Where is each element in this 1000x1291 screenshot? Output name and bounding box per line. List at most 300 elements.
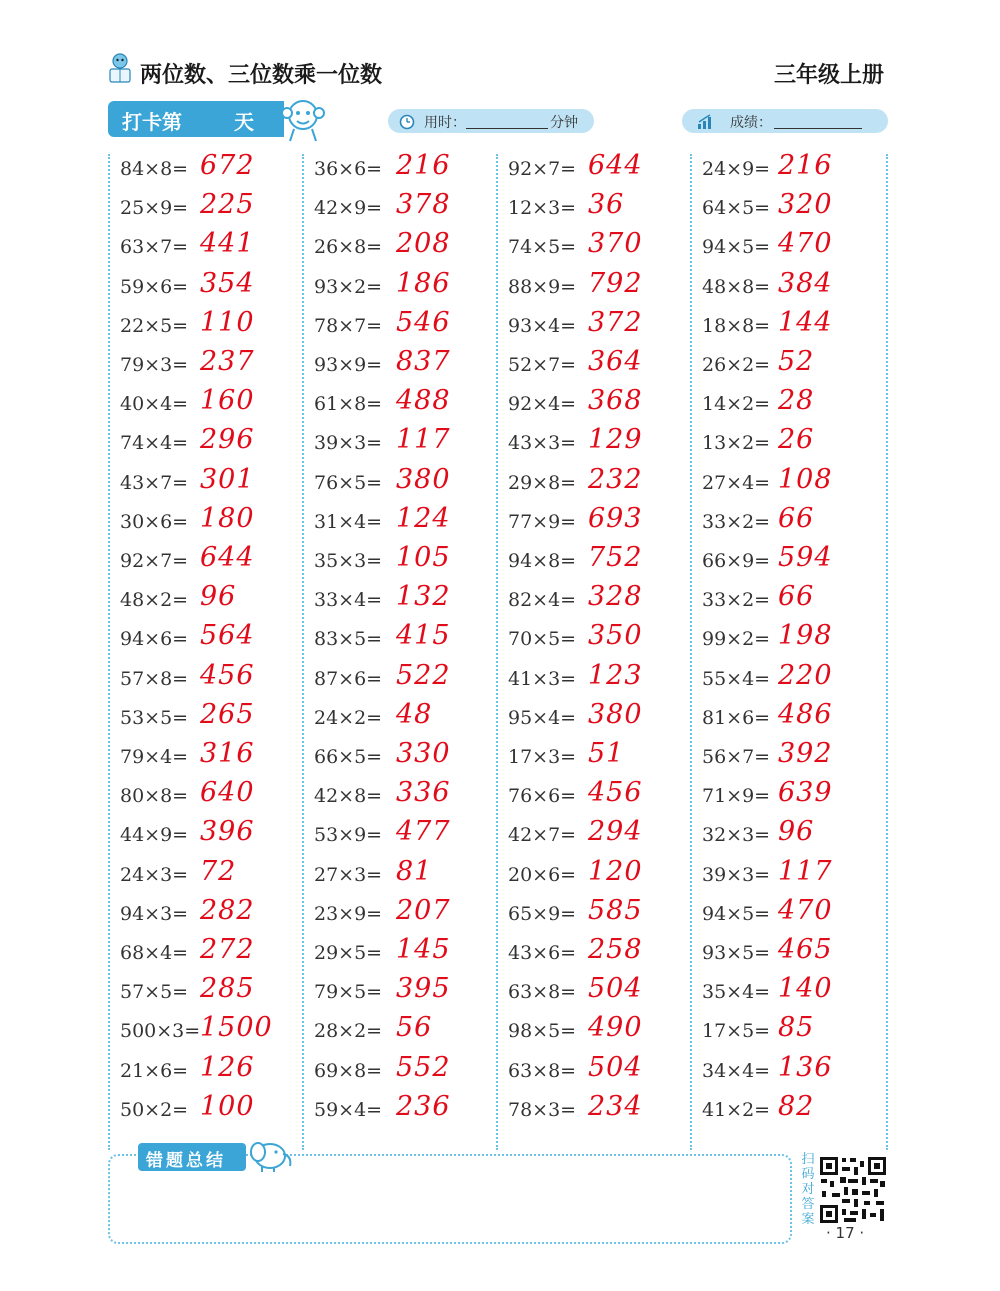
handwritten-answer: 396: [200, 816, 255, 848]
handwritten-answer: 330: [396, 738, 451, 769]
handwritten-answer: 124: [396, 502, 451, 534]
handwritten-answer: 296: [200, 424, 255, 456]
problem-text: 32×3=: [702, 824, 771, 847]
grade-label: 三年级上册: [773, 63, 884, 88]
problem-row: [302, 620, 496, 659]
handwritten-answer: 384: [778, 267, 833, 299]
problem-text: 74×5=: [508, 236, 577, 259]
handwritten-answer: 48: [396, 698, 433, 730]
problem-text: 84×8=: [120, 158, 189, 180]
frame-line-right: [886, 154, 888, 1150]
problem-text: 34×4=: [702, 1059, 771, 1082]
problem-row: [496, 816, 690, 855]
problem-text: 59×6=: [120, 275, 189, 298]
problem-row: [108, 581, 302, 620]
handwritten-answer: 265: [200, 698, 255, 730]
handwritten-answer: 285: [200, 973, 255, 1005]
handwritten-answer: 585: [588, 894, 643, 926]
handwritten-answer: 72: [200, 855, 237, 887]
handwritten-answer: 350: [588, 620, 643, 652]
problem-row: [496, 542, 690, 581]
problem-row: [690, 424, 884, 463]
handwritten-answer: 26: [778, 424, 815, 456]
problem-row: [496, 503, 690, 542]
page-title: 两位数、三位数乘一位数: [140, 63, 383, 88]
problem-row: [108, 973, 302, 1012]
problem-row: [496, 424, 690, 463]
problem-text: 94×6=: [120, 628, 189, 651]
problem-text: 88×9=: [508, 275, 577, 298]
mistake-summary-title: 错题总结: [138, 1143, 246, 1171]
problem-row: [302, 856, 496, 895]
problem-text: 41×3=: [508, 667, 577, 690]
handwritten-answer: 129: [588, 424, 643, 456]
problem-row: [496, 895, 690, 934]
handwritten-answer: 320: [778, 189, 833, 221]
problem-text: 55×4=: [702, 667, 771, 690]
problem-row: [690, 738, 884, 777]
problem-row: [302, 660, 496, 699]
problem-text: 69×8=: [314, 1059, 383, 1082]
problem-row: [496, 346, 690, 385]
problem-row: [302, 816, 496, 855]
handwritten-answer: 368: [588, 385, 643, 417]
problem-text: 26×8=: [314, 236, 383, 259]
problem-row: [108, 385, 302, 424]
handwritten-answer: 644: [588, 150, 643, 181]
problem-row: [690, 1012, 884, 1051]
handwritten-answer: 140: [778, 973, 833, 1005]
time-label: 用时：: [424, 115, 466, 131]
handwritten-answer: 441: [200, 228, 255, 260]
problem-row: [690, 542, 884, 581]
handwritten-answer: 81: [396, 855, 433, 887]
problem-text: 61×8=: [314, 393, 383, 416]
problem-row: [496, 1091, 690, 1130]
problem-row: [302, 424, 496, 463]
problem-row: [108, 464, 302, 503]
problem-text: 35×4=: [702, 981, 771, 1004]
handwritten-answer: 96: [200, 581, 237, 613]
problem-text: 40×4=: [120, 393, 189, 416]
problem-text: 94×5=: [702, 236, 771, 259]
problem-text: 33×4=: [314, 589, 383, 612]
problem-row: [108, 346, 302, 385]
problem-text: 94×5=: [702, 902, 771, 925]
problem-row: [108, 660, 302, 699]
problem-row: [108, 307, 302, 346]
problem-text: 66×9=: [702, 550, 771, 572]
problem-text: 81×6=: [702, 706, 771, 729]
handwritten-answer: 372: [588, 306, 643, 338]
problem-row: [302, 777, 496, 816]
time-unit: 分钟: [550, 115, 578, 131]
problem-text: 98×5=: [508, 1020, 577, 1043]
problem-text: 44×9=: [120, 824, 189, 847]
problem-row: [496, 934, 690, 973]
problem-row: [302, 973, 496, 1012]
problem-text: 43×3=: [508, 432, 577, 455]
problem-row: [690, 150, 884, 189]
handwritten-answer: 66: [778, 581, 815, 613]
time-field[interactable]: [388, 109, 594, 133]
handwritten-answer: 180: [200, 502, 255, 534]
problem-text: 30×6=: [120, 510, 189, 533]
elephant-icon: [248, 1138, 294, 1174]
handwritten-answer: 672: [200, 150, 255, 181]
problem-text: 70×5=: [508, 628, 577, 651]
problem-row: [690, 268, 884, 307]
problem-row: [108, 620, 302, 659]
problem-row: [108, 424, 302, 463]
handwritten-answer: 232: [588, 463, 643, 495]
handwritten-answer: 186: [396, 267, 451, 299]
problem-row: [302, 346, 496, 385]
handwritten-answer: 504: [588, 973, 643, 1005]
problem-text: 48×8=: [702, 275, 771, 298]
problem-text: 93×4=: [508, 314, 577, 337]
handwritten-answer: 486: [778, 698, 833, 730]
problem-text: 63×7=: [120, 236, 189, 259]
problem-text: 64×5=: [702, 197, 771, 220]
problem-text: 33×2=: [702, 589, 771, 612]
problem-text: 20×6=: [508, 863, 577, 886]
problem-text: 39×3=: [314, 432, 383, 455]
alarm-clock-icon: [398, 112, 416, 130]
punch-card-day-label: 天: [234, 110, 254, 134]
problem-row: [690, 660, 884, 699]
problem-text: 92×7=: [120, 550, 189, 572]
problem-text: 66×5=: [314, 746, 383, 768]
problem-row: [690, 385, 884, 424]
problem-row: [302, 895, 496, 934]
problem-row: [108, 228, 302, 267]
problem-text: 29×8=: [508, 471, 577, 494]
problem-text: 79×4=: [120, 746, 189, 768]
problem-text: 12×3=: [508, 197, 577, 220]
handwritten-answer: 225: [200, 189, 255, 221]
problem-row: [302, 1012, 496, 1051]
problem-text: 36×6=: [314, 158, 383, 180]
score-blank: [774, 128, 862, 129]
handwritten-answer: 693: [588, 502, 643, 534]
problem-text: 57×5=: [120, 981, 189, 1004]
problem-row: [302, 542, 496, 581]
problem-row: [690, 934, 884, 973]
problem-row: [690, 189, 884, 228]
problem-row: [690, 816, 884, 855]
handwritten-answer: 28: [778, 385, 815, 417]
handwritten-answer: 639: [778, 777, 833, 809]
problem-text: 87×6=: [314, 667, 383, 690]
problem-text: 43×7=: [120, 471, 189, 494]
handwritten-answer: 380: [396, 463, 451, 495]
problem-text: 21×6=: [120, 1059, 189, 1082]
problem-row: [690, 581, 884, 620]
problem-text: 48×2=: [120, 589, 189, 612]
handwritten-answer: 51: [588, 738, 625, 769]
handwritten-answer: 126: [200, 1051, 255, 1083]
problem-row: [302, 189, 496, 228]
problem-row: [302, 738, 496, 777]
time-blank: [466, 128, 548, 129]
handwritten-answer: 110: [200, 306, 255, 338]
handwritten-answer: 456: [588, 777, 643, 809]
problem-row: [496, 1052, 690, 1091]
problem-text: 22×5=: [120, 314, 189, 337]
problem-text: 27×4=: [702, 471, 771, 494]
handwritten-answer: 328: [588, 581, 643, 613]
problem-text: 94×3=: [120, 902, 189, 925]
problem-text: 52×7=: [508, 354, 577, 376]
handwritten-answer: 82: [778, 1090, 815, 1122]
problem-text: 56×7=: [702, 746, 771, 768]
problem-row: [302, 934, 496, 973]
handwritten-answer: 364: [588, 346, 643, 377]
problem-text: 17×5=: [702, 1020, 771, 1043]
handwritten-answer: 594: [778, 542, 833, 573]
handwritten-answer: 236: [396, 1090, 451, 1122]
problem-text: 59×4=: [314, 1098, 383, 1121]
problem-text: 80×8=: [120, 785, 189, 808]
problem-row: [108, 777, 302, 816]
handwritten-answer: 234: [588, 1090, 643, 1122]
handwritten-answer: 644: [200, 542, 255, 573]
handwritten-answer: 207: [396, 894, 451, 926]
problem-text: 78×3=: [508, 1098, 577, 1121]
problem-row: [690, 464, 884, 503]
handwritten-answer: 488: [396, 385, 451, 417]
problem-text: 76×6=: [508, 785, 577, 808]
handwritten-answer: 378: [396, 189, 451, 221]
problem-text: 57×8=: [120, 667, 189, 690]
handwritten-answer: 477: [396, 816, 451, 848]
problem-text: 68×4=: [120, 942, 189, 964]
scan-qr-caption: 扫码对答案: [801, 1152, 815, 1227]
handwritten-answer: 123: [588, 659, 643, 691]
handwritten-answer: 220: [778, 659, 833, 691]
problem-row: [302, 464, 496, 503]
problem-row: [690, 856, 884, 895]
page-number: · 17 ·: [826, 1224, 865, 1242]
problem-text: 53×5=: [120, 706, 189, 729]
handwritten-answer: 52: [778, 346, 815, 377]
handwritten-answer: 470: [778, 228, 833, 260]
problem-text: 92×4=: [508, 393, 577, 416]
problem-row: [496, 620, 690, 659]
handwritten-answer: 294: [588, 816, 643, 848]
handwritten-answer: 36: [588, 189, 625, 221]
handwritten-answer: 258: [588, 934, 643, 965]
score-chart-icon: [696, 111, 716, 131]
problem-text: 94×8=: [508, 550, 577, 572]
handwritten-answer: 837: [396, 346, 451, 377]
problem-text: 24×9=: [702, 158, 771, 180]
problem-row: [690, 895, 884, 934]
problem-row: [302, 503, 496, 542]
problem-text: 35×3=: [314, 550, 383, 572]
problem-row: [496, 973, 690, 1012]
handwritten-answer: 354: [200, 267, 255, 299]
problem-text: 76×5=: [314, 471, 383, 494]
problem-row: [496, 1012, 690, 1051]
handwritten-answer: 100: [200, 1090, 255, 1122]
problem-row: [496, 738, 690, 777]
handwritten-answer: 136: [778, 1051, 833, 1083]
problem-text: 93×2=: [314, 275, 383, 298]
problem-row: [690, 346, 884, 385]
problem-row: [108, 895, 302, 934]
problem-row: [690, 503, 884, 542]
problem-row: [496, 581, 690, 620]
problem-text: 31×4=: [314, 510, 383, 533]
handwritten-answer: 216: [778, 150, 833, 181]
handwritten-answer: 552: [396, 1051, 451, 1083]
problem-row: [108, 189, 302, 228]
handwritten-answer: 370: [588, 228, 643, 260]
handwritten-answer: 336: [396, 777, 451, 809]
handwritten-answer: 272: [200, 934, 255, 965]
problem-text: 41×2=: [702, 1098, 771, 1121]
handwritten-answer: 237: [200, 346, 255, 377]
handwritten-answer: 198: [778, 620, 833, 652]
problem-text: 42×8=: [314, 785, 383, 808]
problem-row: [496, 307, 690, 346]
handwritten-answer: 144: [778, 306, 833, 338]
qr-code-icon[interactable]: [818, 1155, 888, 1225]
problem-text: 82×4=: [508, 589, 577, 612]
punch-card-banner: [108, 101, 284, 137]
problem-row: [108, 1012, 302, 1051]
problem-row: [496, 856, 690, 895]
problem-text: 99×2=: [702, 628, 771, 651]
problem-text: 13×2=: [702, 432, 771, 455]
problem-row: [302, 228, 496, 267]
problem-row: [690, 973, 884, 1012]
problem-text: 24×2=: [314, 706, 383, 729]
handwritten-answer: 85: [778, 1012, 815, 1044]
problem-text: 42×9=: [314, 197, 383, 220]
handwritten-answer: 640: [200, 777, 255, 809]
handwritten-answer: 392: [778, 738, 833, 769]
problem-text: 65×9=: [508, 902, 577, 925]
problem-row: [108, 856, 302, 895]
problem-row: [496, 699, 690, 738]
problem-text: 63×8=: [508, 1059, 577, 1082]
problem-text: 79×3=: [120, 354, 189, 376]
problem-text: 33×2=: [702, 510, 771, 533]
handwritten-answer: 395: [396, 973, 451, 1005]
problem-row: [108, 268, 302, 307]
handwritten-answer: 504: [588, 1051, 643, 1083]
problem-text: 14×2=: [702, 393, 771, 416]
problem-text: 50×2=: [120, 1098, 189, 1121]
problem-row: [690, 1052, 884, 1091]
problem-text: 53×9=: [314, 824, 383, 847]
problem-row: [496, 385, 690, 424]
problem-text: 93×9=: [314, 354, 383, 376]
problem-row: [302, 581, 496, 620]
problem-row: [690, 699, 884, 738]
score-field[interactable]: [682, 109, 888, 133]
problem-text: 26×2=: [702, 354, 771, 376]
problem-row: [302, 1052, 496, 1091]
problem-row: [302, 385, 496, 424]
problem-row: [108, 542, 302, 581]
handwritten-answer: 160: [200, 385, 255, 417]
problem-row: [302, 1091, 496, 1130]
problem-row: [496, 464, 690, 503]
problem-row: [496, 228, 690, 267]
problem-row: [302, 150, 496, 189]
problem-row: [108, 816, 302, 855]
handwritten-answer: 564: [200, 620, 255, 652]
punch-card-label: 打卡第: [122, 110, 182, 134]
handwritten-answer: 117: [778, 855, 833, 887]
handwritten-answer: 132: [396, 581, 451, 613]
handwritten-answer: 490: [588, 1012, 643, 1044]
problem-row: [496, 268, 690, 307]
handwritten-answer: 380: [588, 698, 643, 730]
problem-text: 17×3=: [508, 746, 577, 768]
problem-text: 28×2=: [314, 1020, 383, 1043]
problem-row: [302, 307, 496, 346]
problem-row: [690, 1091, 884, 1130]
handwritten-answer: 120: [588, 855, 643, 887]
handwritten-answer: 456: [200, 659, 255, 691]
problem-text: 79×5=: [314, 981, 383, 1004]
problem-row: [690, 228, 884, 267]
handwritten-answer: 465: [778, 934, 833, 965]
handwritten-answer: 105: [396, 542, 451, 573]
problem-text: 63×8=: [508, 981, 577, 1004]
problem-row: [108, 699, 302, 738]
handwritten-answer: 470: [778, 894, 833, 926]
handwritten-answer: 546: [396, 306, 451, 338]
handwritten-answer: 66: [778, 502, 815, 534]
problem-row: [108, 1091, 302, 1130]
problem-text: 23×9=: [314, 902, 383, 925]
problem-text: 500×3=: [120, 1020, 201, 1043]
problem-text: 39×3=: [702, 863, 771, 886]
score-label: 成绩：: [730, 115, 772, 131]
handwritten-answer: 216: [396, 150, 451, 181]
problem-text: 27×3=: [314, 863, 383, 886]
problem-text: 42×7=: [508, 824, 577, 847]
problem-row: [496, 660, 690, 699]
problem-row: [302, 268, 496, 307]
book-character-icon: [106, 52, 134, 84]
handwritten-answer: 752: [588, 542, 643, 573]
monkey-icon: [276, 95, 330, 143]
problem-row: [108, 1052, 302, 1091]
handwritten-answer: 792: [588, 267, 643, 299]
problem-text: 24×3=: [120, 863, 189, 886]
problem-text: 43×6=: [508, 942, 577, 964]
problem-row: [496, 189, 690, 228]
problem-text: 95×4=: [508, 706, 577, 729]
problem-row: [302, 699, 496, 738]
handwritten-answer: 282: [200, 894, 255, 926]
problem-text: 18×8=: [702, 314, 771, 337]
handwritten-answer: 522: [396, 659, 451, 691]
problem-row: [690, 620, 884, 659]
problem-text: 93×5=: [702, 942, 771, 964]
handwritten-answer: 301: [200, 463, 255, 495]
handwritten-answer: 117: [396, 424, 451, 456]
problem-row: [690, 777, 884, 816]
handwritten-answer: 208: [396, 228, 451, 260]
